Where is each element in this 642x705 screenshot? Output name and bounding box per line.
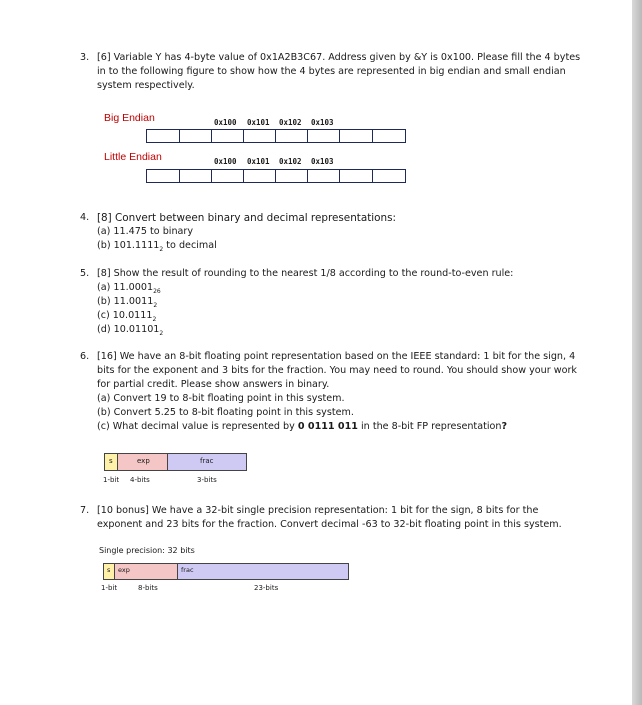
little-cell[interactable] bbox=[307, 169, 340, 183]
q7-line-1: [10 bonus] We have a 32-bit single precision representation: 1 bit for the sign, 8 bits for the bbox=[97, 505, 539, 516]
little-cell[interactable] bbox=[372, 169, 406, 183]
fp32-title: Single precision: 32 bits bbox=[99, 546, 195, 555]
q5-item-c: (c) $10.0111_2$ bbox=[97, 310, 157, 323]
q6-a: (a) Convert 19 to 8-bit floating point in this system. bbox=[97, 393, 345, 404]
q6-b: (b) Convert 5.25 to 8-bit floating point in this system. bbox=[97, 407, 354, 418]
big-addr-3: 0x103 bbox=[311, 118, 334, 127]
big-cell[interactable] bbox=[307, 129, 340, 143]
little-cell[interactable] bbox=[339, 169, 373, 183]
big-cell[interactable] bbox=[146, 129, 180, 143]
big-cell[interactable] bbox=[243, 129, 276, 143]
fp8-sign-field: s bbox=[104, 453, 118, 471]
little-addr-0: 0x100 bbox=[214, 157, 237, 166]
little-cell[interactable] bbox=[275, 169, 308, 183]
q5-title: [8] Show the result of rounding to the nearest 1/8 according to the round-to-even rule: bbox=[97, 268, 514, 279]
q5-item-a: (a) $11.0001_{26}$ bbox=[97, 282, 161, 295]
big-endian-label: Big Endian bbox=[104, 112, 155, 124]
q3-line-1: [6] Variable Y has 4-byte value of 0x1A2B3C67. Address given by &Y is 0x100. Please fill the 4 bytes bbox=[97, 52, 581, 63]
fp8-frac-field: frac bbox=[167, 453, 247, 471]
little-cell[interactable] bbox=[179, 169, 212, 183]
fp32-sign-field: s bbox=[103, 563, 115, 580]
fp8-label-sign: 1-bit bbox=[103, 476, 120, 484]
q4-a: (a) 11.475 to binary bbox=[97, 226, 194, 237]
fp8-exp-field: exp bbox=[117, 453, 168, 471]
fp32-exp-field: exp bbox=[114, 563, 178, 580]
page-edge bbox=[632, 0, 642, 705]
big-addr-0: 0x100 bbox=[214, 118, 237, 127]
little-addr-1: 0x101 bbox=[247, 157, 270, 166]
big-addr-2: 0x102 bbox=[279, 118, 302, 127]
q6-line-2: bits for the exponent and 3 bits for the fraction. You may need to round. You should show your work bbox=[97, 365, 577, 376]
big-cell[interactable] bbox=[372, 129, 406, 143]
big-cell[interactable] bbox=[339, 129, 373, 143]
q7-number: 7. bbox=[80, 505, 90, 516]
big-addr-1: 0x101 bbox=[247, 118, 270, 127]
big-cell[interactable] bbox=[179, 129, 212, 143]
q3-number: 3. bbox=[80, 52, 90, 63]
q6-number: 6. bbox=[80, 351, 90, 362]
little-cell[interactable] bbox=[146, 169, 180, 183]
little-endian-label: Little Endian bbox=[104, 151, 162, 163]
little-cell[interactable] bbox=[211, 169, 244, 183]
fp32-label-sign: 1-bit bbox=[101, 584, 118, 592]
big-cell[interactable] bbox=[275, 129, 308, 143]
q4-b: (b) $101.1111_2$ to decimal bbox=[97, 240, 217, 253]
q5-item-d: (d) $10.01101_2$ bbox=[97, 324, 164, 337]
q7-line-2: exponent and 23 bits for the fraction. Convert decimal -63 to 32-bit floating point in this system. bbox=[97, 519, 562, 530]
q6-c: (c) What decimal value is represented by 0 0111 011 in the 8-bit FP representation? bbox=[97, 421, 508, 432]
q3-line-3: system respectively. bbox=[97, 80, 195, 91]
little-addr-3: 0x103 bbox=[311, 157, 334, 166]
q4-number: 4. bbox=[80, 212, 90, 223]
q6-line-1: [16] We have an 8-bit floating point representation based on the IEEE standard: 1 bit for the sign, 4 bbox=[97, 351, 576, 362]
q6-line-3: for partial credit. Please show answers in binary. bbox=[97, 379, 330, 390]
little-addr-2: 0x102 bbox=[279, 157, 302, 166]
fp8-label-frac: 3-bits bbox=[197, 476, 217, 484]
fp8-label-exp: 4-bits bbox=[130, 476, 150, 484]
fp32-frac-field: frac bbox=[177, 563, 349, 580]
q5-number: 5. bbox=[80, 268, 90, 279]
q3-line-2: in to the following figure to show how the 4 bytes are represented in big endian and small endian bbox=[97, 66, 566, 77]
q5-item-b: (b) $11.0011_2$ bbox=[97, 296, 158, 309]
fp32-label-exp: 8-bits bbox=[138, 584, 158, 592]
big-cell[interactable] bbox=[211, 129, 244, 143]
q4-title: [8] Convert between binary and decimal representations: bbox=[97, 212, 397, 224]
little-cell[interactable] bbox=[243, 169, 276, 183]
fp32-label-frac: 23-bits bbox=[254, 584, 279, 592]
